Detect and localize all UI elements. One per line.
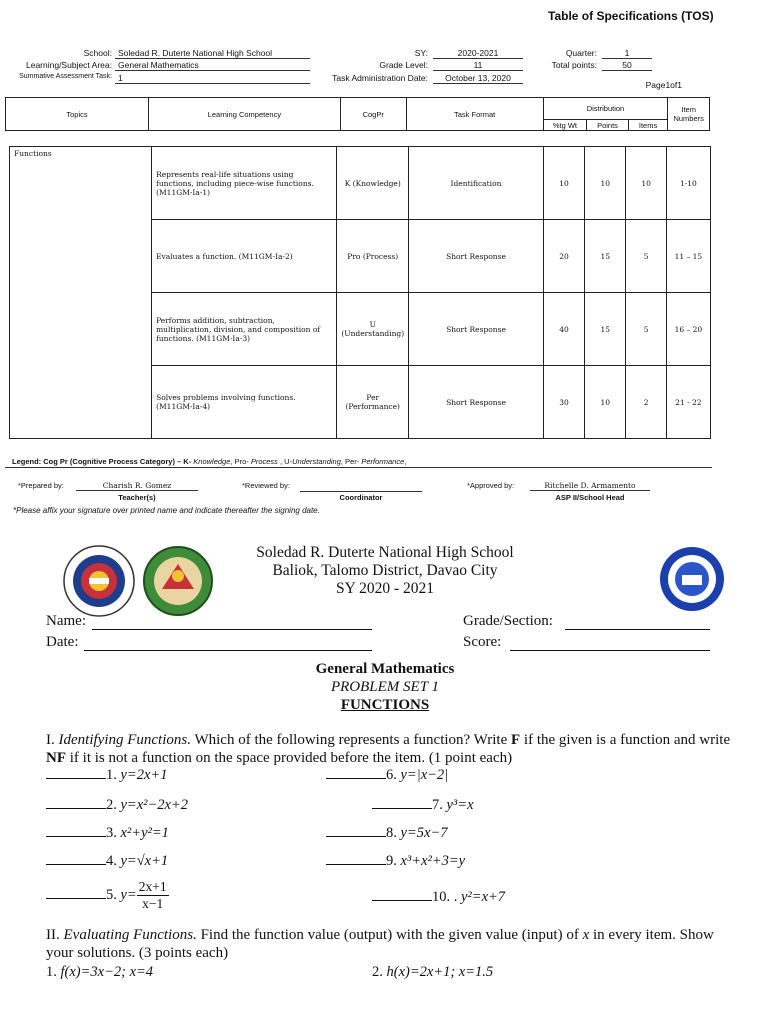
items-cell: 2 <box>626 366 666 439</box>
item-number: 2. <box>106 797 117 813</box>
tos-table-header <box>5 97 710 131</box>
subject-label: Learning/Subject Area: <box>25 60 112 70</box>
total-label: Total points: <box>551 60 597 70</box>
item-number: 6. <box>386 767 397 783</box>
item-number: 9. <box>386 853 397 869</box>
item-number: 8. <box>386 825 397 841</box>
competency-cell: Represents real-life situations using functions, including piece-wise functions. (M11GM-Ia-1) <box>152 147 337 220</box>
part2-x: x <box>582 927 590 943</box>
list-item <box>46 964 153 981</box>
set-title: PROBLEM SET 1 <box>330 679 440 695</box>
page-indicator: Page1of1 <box>645 80 682 90</box>
prepared-name: Charish R. Gomez <box>76 481 198 491</box>
davao-city-division-logo <box>142 544 214 618</box>
date-field[interactable] <box>84 635 372 651</box>
legend-suffix: , <box>404 457 407 466</box>
tos-table-body <box>9 146 711 439</box>
col-cogpr: CogPr <box>340 98 406 131</box>
denominator: x−1 <box>142 896 164 911</box>
list-item <box>372 964 493 981</box>
part1-text2: if the given is a function and write <box>520 732 731 748</box>
school-seal-logo <box>658 545 726 613</box>
item-expression: y³=x <box>446 797 474 813</box>
prepared-label: *Prepared by: <box>18 481 64 490</box>
approved-role: ASP II/School Head <box>555 493 625 502</box>
part1-f: F <box>510 732 521 748</box>
sy-label: SY: <box>414 48 428 58</box>
quarter-label: Quarter: <box>565 48 597 58</box>
points-cell: 10 <box>585 147 626 220</box>
format-cell: Identification <box>409 147 544 220</box>
score-field[interactable] <box>510 635 710 651</box>
list-item <box>372 889 505 906</box>
answer-blank[interactable] <box>46 778 106 779</box>
item-number: 2. <box>372 964 383 980</box>
legend-u-label: , U- <box>277 457 293 466</box>
name-label: Name: <box>46 613 86 629</box>
part2-instructions <box>46 926 736 962</box>
grade-section-field[interactable] <box>565 614 710 630</box>
deped-seal-logo <box>62 544 136 618</box>
part2-text2: in every item. Show your solutions. (3 points each) <box>46 927 714 961</box>
col-points: Points <box>587 120 629 131</box>
fraction <box>137 879 169 912</box>
answer-blank[interactable] <box>372 808 432 809</box>
admin-date-label: Task Administration Date: <box>332 73 428 83</box>
format-cell: Short Response <box>409 293 544 366</box>
col-items: Items <box>628 120 668 131</box>
items-cell: 5 <box>626 220 666 293</box>
answer-blank[interactable] <box>46 898 106 899</box>
grade-value: 11 <box>433 60 523 71</box>
legend-per: Performance <box>361 457 405 466</box>
list-item <box>46 825 169 842</box>
answer-blank[interactable] <box>46 864 106 865</box>
answer-blank[interactable] <box>372 900 432 901</box>
legend-divider <box>5 467 712 468</box>
items-cell: 10 <box>626 147 666 220</box>
col-competency: Learning Competency <box>149 98 341 131</box>
col-item-numbers: Item Numbers <box>668 98 710 131</box>
item-number: 4. <box>106 853 117 869</box>
item-number: 5. <box>106 886 117 903</box>
task-label: Summative Assessment Task: <box>19 73 112 80</box>
part1-text3: if it is not a function on the space provided before the item. (1 point each) <box>66 750 513 766</box>
item-expression: y=√x+1 <box>120 853 169 869</box>
table-row <box>10 147 711 220</box>
signature-note: *Please affix your signature over printed name and indicate thereafter the signing date. <box>13 506 320 515</box>
answer-blank[interactable] <box>326 836 386 837</box>
answer-blank[interactable] <box>326 864 386 865</box>
list-item <box>46 879 169 912</box>
list-item <box>46 853 168 870</box>
item-expression: y=5x−7 <box>400 825 448 841</box>
date-label: Date: <box>46 634 79 650</box>
item-number: 7. <box>432 797 443 813</box>
part2-heading: Evaluating Functions. <box>63 927 197 943</box>
item-number: 1. <box>106 767 117 783</box>
weight-cell: 20 <box>543 220 584 293</box>
part1-nf: NF <box>46 750 66 766</box>
answer-blank[interactable] <box>46 808 106 809</box>
cog-cell: Pro (Process) <box>337 220 409 293</box>
list-item <box>46 797 188 814</box>
cog-cell: Per (Performance) <box>337 366 409 439</box>
part1-heading: Identifying Functions. <box>58 732 191 748</box>
list-item <box>372 797 474 814</box>
part2-roman: II. <box>46 927 64 943</box>
col-format: Task Format <box>406 98 543 131</box>
item-expression: f(x)=3x−2; x=4 <box>60 964 154 980</box>
approved-label: *Approved by: <box>467 481 515 490</box>
item-number: 3. <box>106 825 117 841</box>
col-weight: %tg Wt <box>543 120 587 131</box>
reviewed-role: Coordinator <box>339 493 383 502</box>
task-value: 1 <box>115 73 310 84</box>
sy-value: 2020-2021 <box>433 48 523 59</box>
school-header <box>230 544 540 598</box>
weight-cell: 10 <box>543 147 584 220</box>
part1-roman: I. <box>46 732 59 748</box>
school-value: Soledad R. Duterte National High School <box>115 48 310 59</box>
problem-set-title <box>260 660 510 714</box>
reviewed-name <box>300 481 422 492</box>
prepared-role: Teacher(s) <box>118 493 156 502</box>
item-expression: y=x²−2x+2 <box>120 797 189 813</box>
list-item <box>326 825 447 842</box>
points-cell: 15 <box>585 220 626 293</box>
quarter-value: 1 <box>602 48 652 59</box>
weight-cell: 30 <box>543 366 584 439</box>
numbers-cell: 1-10 <box>666 147 710 220</box>
legend-pro-label: , Pro- <box>230 457 251 466</box>
part1-text1: Which of the following represents a function? Write <box>190 732 511 748</box>
col-distribution: Distribution <box>543 98 668 120</box>
points-cell: 15 <box>585 293 626 366</box>
total-value: 50 <box>602 60 652 71</box>
legend-prefix: Legend: Cog Pr (Cognitive Process Category) – K- <box>12 457 194 466</box>
legend-per-label: , Per- <box>340 457 362 466</box>
approved-name: Ritchelle D. Armamento <box>530 481 650 491</box>
weight-cell: 40 <box>543 293 584 366</box>
part1-instructions <box>46 731 736 767</box>
score-label: Score: <box>463 634 502 650</box>
competency-cell: Solves problems involving functions. (M11GM-Ia-4) <box>152 366 337 439</box>
format-cell: Short Response <box>409 366 544 439</box>
item-number: 1. <box>46 964 57 980</box>
school-name: Soledad R. Duterte National High School <box>256 544 514 561</box>
competency-cell: Evaluates a function. (M11GM-Ia-2) <box>152 220 337 293</box>
cog-cell: K (Knowledge) <box>337 147 409 220</box>
answer-blank[interactable] <box>46 836 106 837</box>
numbers-cell: 11 – 15 <box>666 220 710 293</box>
points-cell: 10 <box>585 366 626 439</box>
school-year: SY 2020 - 2021 <box>335 580 435 597</box>
item-expression: x²+y²=1 <box>120 825 169 841</box>
legend-pro: Process <box>250 457 278 466</box>
numbers-cell: 21 - 22 <box>666 366 710 439</box>
format-cell: Short Response <box>409 220 544 293</box>
subject-value: General Mathematics <box>115 60 310 71</box>
school-label: School: <box>83 48 112 58</box>
col-topics: Topics <box>6 98 149 131</box>
item-number: 10. . <box>432 889 458 905</box>
admin-date-value: October 13, 2020 <box>433 73 523 84</box>
grade-label: Grade Level: <box>379 60 428 70</box>
item-expression: y²=x+7 <box>461 889 506 905</box>
grade-section-label: Grade/Section: <box>463 613 553 629</box>
item-expression: h(x)=2x+1; x=1.5 <box>386 964 494 980</box>
list-item <box>46 767 167 784</box>
school-address: Baliok, Talomo District, Davao City <box>272 562 498 579</box>
tos-title: Table of Specifications (TOS) <box>548 9 714 23</box>
legend-k: Knowledge <box>193 457 231 466</box>
item-expression: y=|x−2| <box>400 767 449 783</box>
name-field[interactable] <box>92 614 372 630</box>
items-cell: 5 <box>626 293 666 366</box>
part2-text1: Find the function value (output) with the given value (input) of <box>196 927 583 943</box>
list-item <box>326 853 465 870</box>
subject-title: General Mathematics <box>315 661 455 677</box>
item-expression: x³+x²+3=y <box>400 853 466 869</box>
item-expression: y= <box>120 886 137 903</box>
reviewed-label: *Reviewed by: <box>242 481 290 490</box>
item-expression: y=2x+1 <box>120 767 168 783</box>
competency-cell: Performs addition, subtraction, multiplication, division, and composition of functions. (M11GM-Ia-3) <box>152 293 337 366</box>
topic-title: FUNCTIONS <box>340 697 430 713</box>
legend <box>12 457 406 466</box>
numbers-cell: 16 – 20 <box>666 293 710 366</box>
list-item <box>326 767 448 784</box>
legend-u: Understanding <box>292 457 341 466</box>
topic-cell: Functions <box>10 147 152 439</box>
answer-blank[interactable] <box>326 778 386 779</box>
numerator: 2x+1 <box>138 879 167 894</box>
cog-cell: U (Understanding) <box>337 293 409 366</box>
